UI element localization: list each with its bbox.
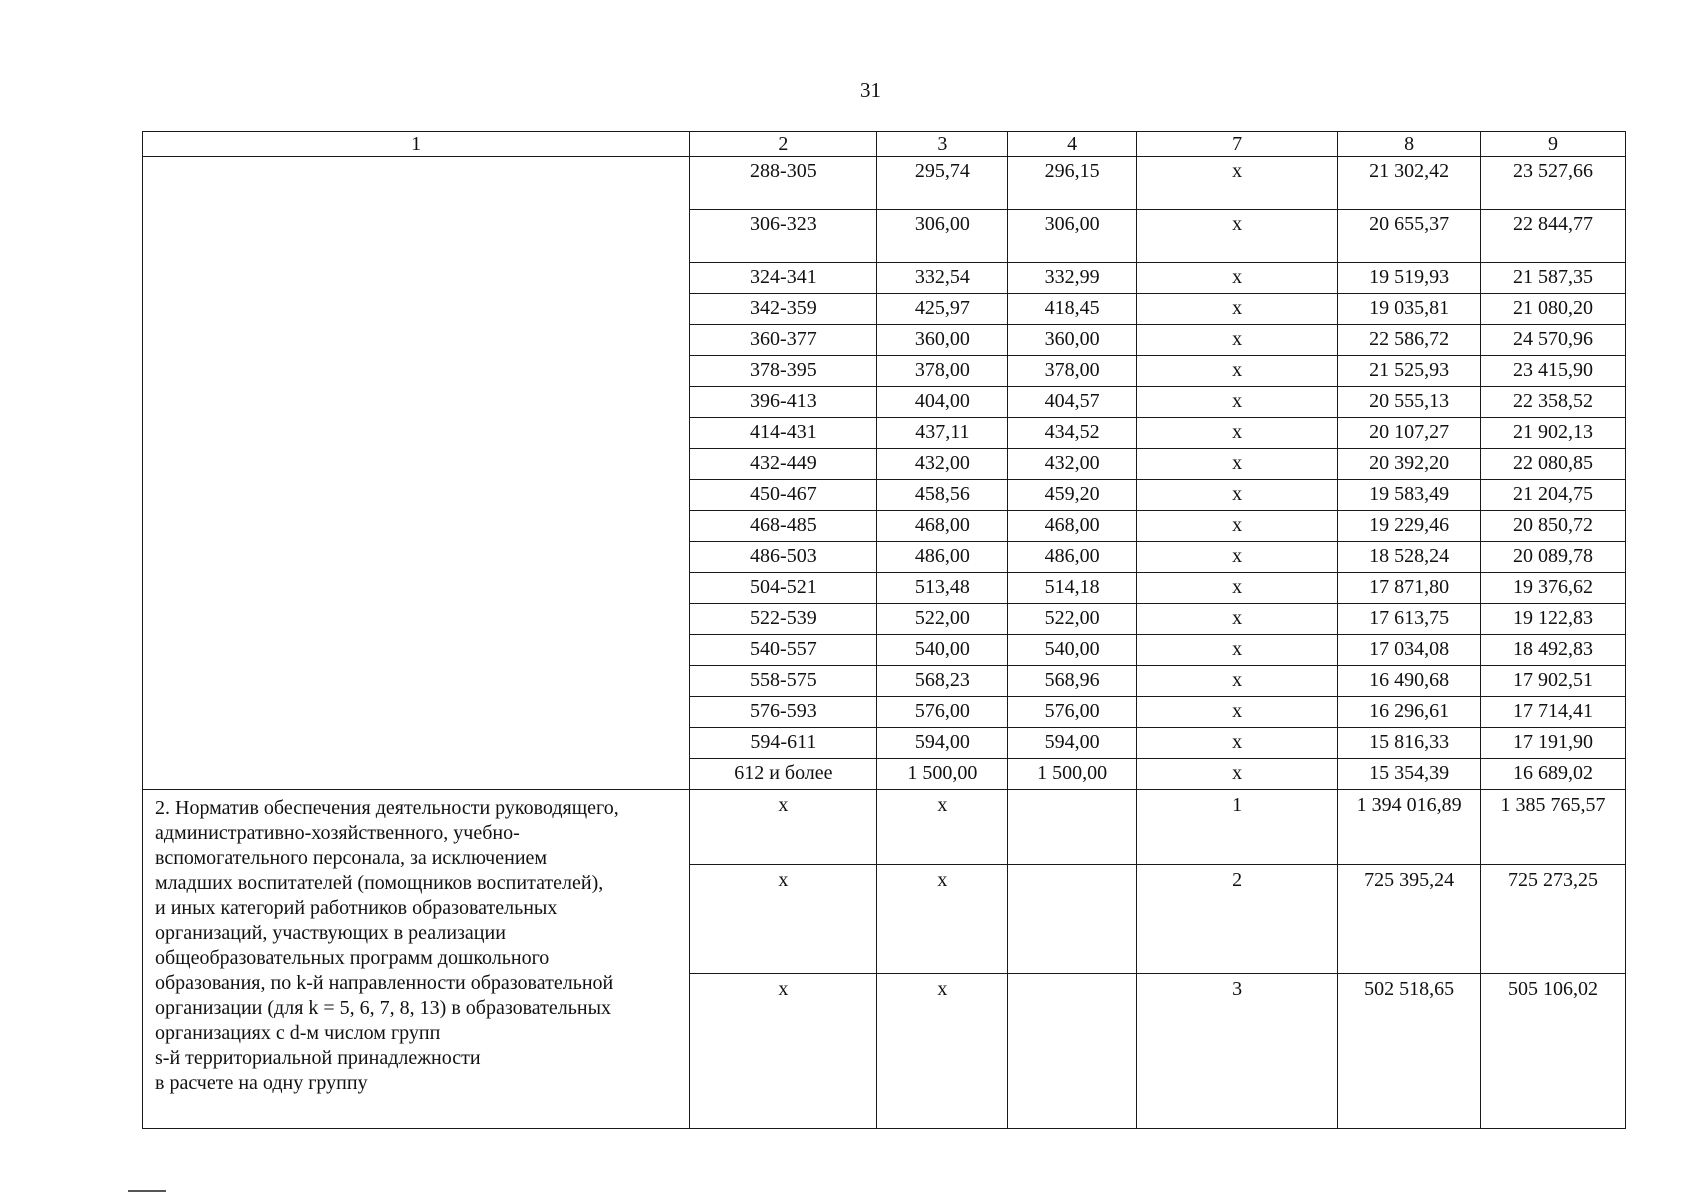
description-line: организации (для k = 5, 6, 7, 8, 13) в образовательных bbox=[155, 997, 612, 1019]
table-cell: 558-575 bbox=[690, 666, 877, 697]
table-cell: 16 490,68 bbox=[1338, 666, 1481, 697]
table-cell: 306,00 bbox=[877, 210, 1008, 263]
table-cell: 22 080,85 bbox=[1481, 449, 1626, 480]
table-cell: 19 035,81 bbox=[1338, 294, 1481, 325]
table-cell: 540-557 bbox=[690, 635, 877, 666]
table-cell: 414-431 bbox=[690, 418, 877, 449]
table-cell: 513,48 bbox=[877, 573, 1008, 604]
description-line: в расчете на одну группу bbox=[155, 1072, 368, 1094]
table-cell: 725 395,24 bbox=[1338, 865, 1481, 974]
table-cell: 594-611 bbox=[690, 728, 877, 759]
section2-row bbox=[143, 790, 1626, 865]
table-cell: х bbox=[690, 974, 877, 1129]
table-cell: 725 273,25 bbox=[1481, 865, 1626, 974]
table-cell: 612 и более bbox=[690, 759, 877, 790]
table-cell: 502 518,65 bbox=[1338, 974, 1481, 1129]
table-cell: 16 689,02 bbox=[1481, 759, 1626, 790]
table-cell: х bbox=[1137, 511, 1338, 542]
table-cell: 17 034,08 bbox=[1338, 635, 1481, 666]
table-cell: 1 bbox=[1137, 790, 1338, 865]
table-cell: 404,00 bbox=[877, 387, 1008, 418]
description-line: образования, по k-й направленности образовательной bbox=[155, 972, 614, 994]
table-cell: 594,00 bbox=[1008, 728, 1137, 759]
table-cell: 378,00 bbox=[1008, 356, 1137, 387]
table-cell: 15 816,33 bbox=[1338, 728, 1481, 759]
data-table bbox=[142, 131, 1626, 1129]
table-cell: 20 555,13 bbox=[1338, 387, 1481, 418]
table-cell: 540,00 bbox=[877, 635, 1008, 666]
table-cell bbox=[1008, 974, 1137, 1129]
table-cell: 22 586,72 bbox=[1338, 325, 1481, 356]
table-cell: 468,00 bbox=[1008, 511, 1137, 542]
table-cell: 437,11 bbox=[877, 418, 1008, 449]
scan-smudge bbox=[128, 1190, 166, 1192]
table-cell: 23 415,90 bbox=[1481, 356, 1626, 387]
table-cell: 15 354,39 bbox=[1338, 759, 1481, 790]
table-cell: 432,00 bbox=[877, 449, 1008, 480]
table-cell: х bbox=[1137, 542, 1338, 573]
table-cell: 19 122,83 bbox=[1481, 604, 1626, 635]
page-number: 31 bbox=[860, 78, 881, 102]
table-cell: 19 519,93 bbox=[1338, 263, 1481, 294]
table-cell: 18 492,83 bbox=[1481, 635, 1626, 666]
table-cell: 20 089,78 bbox=[1481, 542, 1626, 573]
table-cell: х bbox=[877, 974, 1008, 1129]
table-cell: 378-395 bbox=[690, 356, 877, 387]
table-cell: 2 bbox=[1137, 865, 1338, 974]
header-cell: 2 bbox=[690, 132, 877, 157]
table-cell: 332,99 bbox=[1008, 263, 1137, 294]
description-line: вспомогательного персонала, за исключением bbox=[155, 847, 548, 869]
table-cell: 458,56 bbox=[877, 480, 1008, 511]
table-cell: 21 302,42 bbox=[1338, 157, 1481, 210]
table-cell: 522-539 bbox=[690, 604, 877, 635]
header-cell: 1 bbox=[143, 132, 690, 157]
header-cell: 9 bbox=[1481, 132, 1626, 157]
section2-description bbox=[143, 790, 690, 1129]
table-cell: 486,00 bbox=[1008, 542, 1137, 573]
table-cell: 505 106,02 bbox=[1481, 974, 1626, 1129]
table-cell: х bbox=[1137, 263, 1338, 294]
table-cell: 576,00 bbox=[877, 697, 1008, 728]
table-cell: 22 844,77 bbox=[1481, 210, 1626, 263]
table-cell: 1 394 016,89 bbox=[1338, 790, 1481, 865]
table-cell: 486,00 bbox=[877, 542, 1008, 573]
table-cell: 450-467 bbox=[690, 480, 877, 511]
table-cell: 23 527,66 bbox=[1481, 157, 1626, 210]
table-cell: х bbox=[877, 790, 1008, 865]
table-cell: х bbox=[1137, 449, 1338, 480]
empty-description-cell bbox=[143, 157, 690, 790]
table-cell: 21 587,35 bbox=[1481, 263, 1626, 294]
table-cell: 425,97 bbox=[877, 294, 1008, 325]
table-cell: 17 902,51 bbox=[1481, 666, 1626, 697]
description-line: общеобразовательных программ дошкольного bbox=[155, 947, 550, 969]
table-cell: 20 850,72 bbox=[1481, 511, 1626, 542]
description-line: организациях с d-м числом групп bbox=[155, 1022, 441, 1044]
table-cell: 576-593 bbox=[690, 697, 877, 728]
table-cell: 522,00 bbox=[877, 604, 1008, 635]
table-cell: х bbox=[1137, 294, 1338, 325]
table-cell: 296,15 bbox=[1008, 157, 1137, 210]
table-cell: 594,00 bbox=[877, 728, 1008, 759]
table-cell: х bbox=[1137, 573, 1338, 604]
header-cell: 3 bbox=[877, 132, 1008, 157]
table-cell: 24 570,96 bbox=[1481, 325, 1626, 356]
table-cell: х bbox=[1137, 356, 1338, 387]
table-cell: х bbox=[1137, 325, 1338, 356]
description-line: организаций, участвующих в реализации bbox=[155, 922, 506, 944]
table-cell: 21 080,20 bbox=[1481, 294, 1626, 325]
table-cell: 17 191,90 bbox=[1481, 728, 1626, 759]
header-row bbox=[143, 132, 1626, 157]
header-cell: 7 bbox=[1137, 132, 1338, 157]
table-cell: 21 525,93 bbox=[1338, 356, 1481, 387]
table-cell: 21 902,13 bbox=[1481, 418, 1626, 449]
table-cell: х bbox=[1137, 635, 1338, 666]
table-cell: 295,74 bbox=[877, 157, 1008, 210]
table-cell: 16 296,61 bbox=[1338, 697, 1481, 728]
table-cell: 396-413 bbox=[690, 387, 877, 418]
table-cell: 468-485 bbox=[690, 511, 877, 542]
table-cell: 432,00 bbox=[1008, 449, 1137, 480]
description-line: административно-хозяйственного, учебно- bbox=[155, 822, 520, 844]
table-cell: 1 500,00 bbox=[1008, 759, 1137, 790]
table-cell: 360,00 bbox=[877, 325, 1008, 356]
description-line: s-й территориальной принадлежности bbox=[155, 1047, 481, 1069]
table-cell: 404,57 bbox=[1008, 387, 1137, 418]
table-cell: 19 583,49 bbox=[1338, 480, 1481, 511]
table-cell: х bbox=[1137, 387, 1338, 418]
table-row bbox=[143, 157, 1626, 210]
table-cell: 486-503 bbox=[690, 542, 877, 573]
table-cell: 17 613,75 bbox=[1338, 604, 1481, 635]
table-cell: х bbox=[1137, 604, 1338, 635]
table-cell: х bbox=[1137, 418, 1338, 449]
table-cell: х bbox=[1137, 759, 1338, 790]
table-cell: 568,23 bbox=[877, 666, 1008, 697]
table-cell: 342-359 bbox=[690, 294, 877, 325]
table-cell bbox=[1008, 790, 1137, 865]
header-cell: 8 bbox=[1338, 132, 1481, 157]
header-cell: 4 bbox=[1008, 132, 1137, 157]
table-cell: 576,00 bbox=[1008, 697, 1137, 728]
table-cell: 332,54 bbox=[877, 263, 1008, 294]
table-cell: 522,00 bbox=[1008, 604, 1137, 635]
table-cell: х bbox=[1137, 210, 1338, 263]
table-cell bbox=[1008, 865, 1137, 974]
table-cell: 360,00 bbox=[1008, 325, 1137, 356]
table-cell: 20 655,37 bbox=[1338, 210, 1481, 263]
table-cell: 1 385 765,57 bbox=[1481, 790, 1626, 865]
table-cell: 17 871,80 bbox=[1338, 573, 1481, 604]
description-line: младших воспитателей (помощников воспитателей), bbox=[155, 872, 604, 894]
table-cell: 378,00 bbox=[877, 356, 1008, 387]
table-cell: х bbox=[1137, 697, 1338, 728]
table-cell: х bbox=[877, 865, 1008, 974]
table-cell: 468,00 bbox=[877, 511, 1008, 542]
table-cell: 306,00 bbox=[1008, 210, 1137, 263]
table-cell: х bbox=[1137, 157, 1338, 210]
table-cell: 19 229,46 bbox=[1338, 511, 1481, 542]
table-cell: 1 500,00 bbox=[877, 759, 1008, 790]
table-cell: 22 358,52 bbox=[1481, 387, 1626, 418]
table-cell: х bbox=[690, 790, 877, 865]
table-cell: 360-377 bbox=[690, 325, 877, 356]
table-cell: 288-305 bbox=[690, 157, 877, 210]
table-cell: 540,00 bbox=[1008, 635, 1137, 666]
table-cell: 21 204,75 bbox=[1481, 480, 1626, 511]
table-cell: 18 528,24 bbox=[1338, 542, 1481, 573]
table-cell: х bbox=[1137, 728, 1338, 759]
table-cell: 324-341 bbox=[690, 263, 877, 294]
table-cell: х bbox=[690, 865, 877, 974]
table-cell: х bbox=[1137, 666, 1338, 697]
table-cell: 504-521 bbox=[690, 573, 877, 604]
table-cell: х bbox=[1137, 480, 1338, 511]
description-line: и иных категорий работников образовательных bbox=[155, 897, 558, 919]
table-cell: 568,96 bbox=[1008, 666, 1137, 697]
description-line: 2. Норматив обеспечения деятельности руководящего, bbox=[155, 797, 619, 819]
table-cell: 20 392,20 bbox=[1338, 449, 1481, 480]
table-cell: 514,18 bbox=[1008, 573, 1137, 604]
table-cell: 20 107,27 bbox=[1338, 418, 1481, 449]
table-cell: 434,52 bbox=[1008, 418, 1137, 449]
table-cell: 17 714,41 bbox=[1481, 697, 1626, 728]
table-cell: 19 376,62 bbox=[1481, 573, 1626, 604]
table-cell: 432-449 bbox=[690, 449, 877, 480]
table-cell: 3 bbox=[1137, 974, 1338, 1129]
table-cell: 306-323 bbox=[690, 210, 877, 263]
table-cell: 418,45 bbox=[1008, 294, 1137, 325]
table-cell: 459,20 bbox=[1008, 480, 1137, 511]
